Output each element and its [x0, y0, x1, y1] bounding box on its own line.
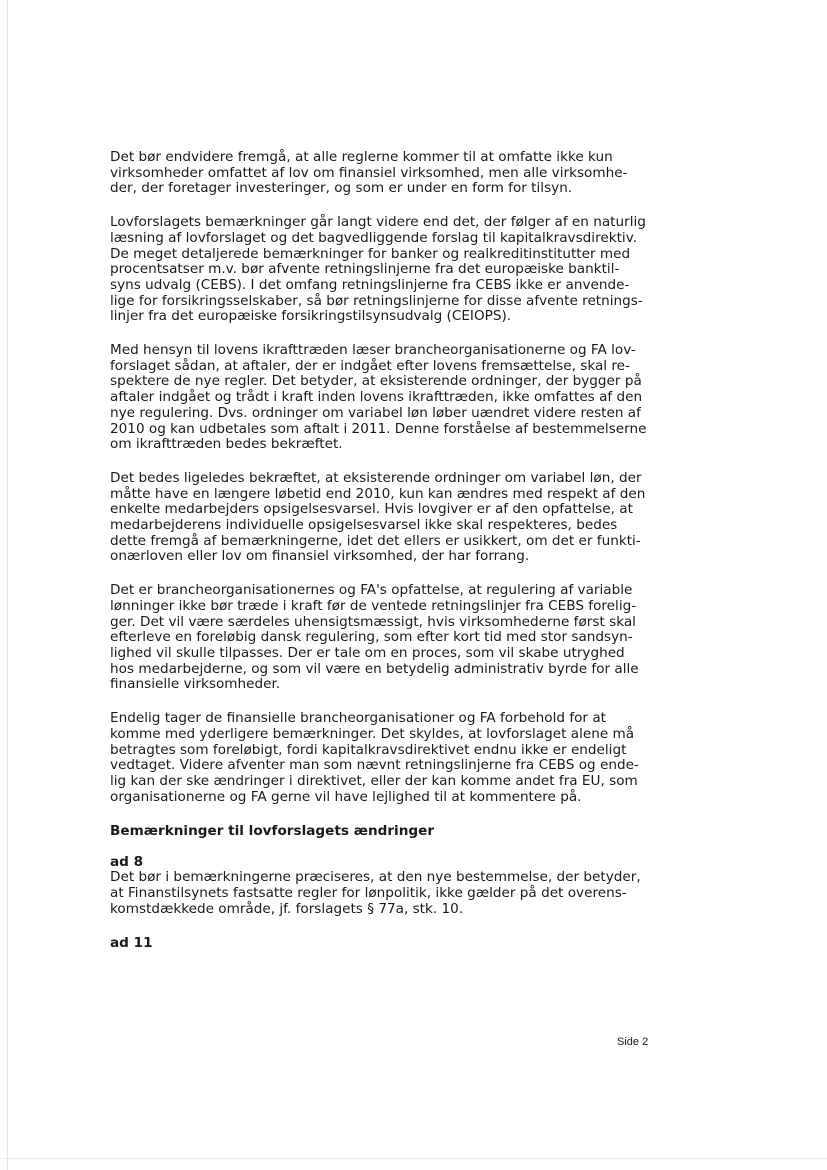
- text-line: komstdækkede område, jf. forslagets § 77a, stk. 10.: [110, 900, 464, 917]
- text-line: procentsatser m.v. bør afvente retningslinjerne fra det europæiske banktil-: [110, 261, 620, 278]
- text-line: Det bedes ligeledes bekræftet, at eksisterende ordninger om variabel løn, der: [110, 469, 642, 486]
- text-line: organisationerne og FA gerne vil have lejlighed til at kommentere på.: [110, 788, 582, 805]
- page-bottom-edge: [0, 1158, 827, 1159]
- text-line: lige for forsikringsselskaber, så bør retningslinjerne for disse afvente retnings-: [110, 292, 643, 309]
- section-heading: Bemærkninger til lovforslagets ændringer: [110, 823, 435, 840]
- text-line: lighed vil skulle tilpasses. Der er tale om en proces, som vil skabe utryghed: [110, 644, 625, 661]
- text-line: hos medarbejderne, og som vil være en betydelig administrativ byrde for alle: [110, 660, 639, 677]
- text-line: onærloven eller lov om finansiel virksomhed, der har forrang.: [110, 548, 530, 565]
- text-line: lønninger ikke bør træde i kraft før de ventede retningslinjer fra CEBS forelig-: [110, 597, 637, 614]
- page-number: Side 2: [617, 1036, 649, 1048]
- text-line: forslaget sådan, at aftaler, der er indgået efter lovens fremsættelse, skal re-: [110, 357, 630, 374]
- text-line: Med hensyn til lovens ikrafttræden læser brancheorganisationerne og FA lov-: [110, 342, 636, 359]
- text-line: medarbejderens individuelle opsigelsesvarsel ikke skal respekteres, bedes: [110, 517, 618, 534]
- paragraph-notice-period: [110, 471, 670, 565]
- text-line: Det er brancheorganisationernes og FA's opfattelse, at regulering af variable: [110, 582, 633, 599]
- text-line: enkelte medarbejders opsigelsesvarsel. Hvis lovgiver er af den opfattelse, at: [110, 501, 633, 518]
- text-line: vedtaget. Videre afventer man som nævnt retningslinjerne fra CEBS og ende-: [110, 757, 639, 774]
- text-line: ger. Det vil være særdeles uhensigtsmæssigt, hvis virksomhederne først skal: [110, 613, 636, 630]
- paragraph-remarks: [110, 215, 670, 325]
- page-left-edge: [7, 0, 8, 1170]
- text-line: 2010 og kan udbetales som aftalt i 2011. Denne forståelse af bestemmelserne: [110, 420, 647, 437]
- text-line: betragtes som foreløbigt, fordi kapitalkravsdirektivet endnu ikke er endeligt: [110, 741, 627, 758]
- paragraph-cebs-guidelines: [110, 583, 670, 693]
- text-line: syns udvalg (CEBS). I det omfang retningslinjerne fra CEBS ikke er anvende-: [110, 276, 630, 293]
- text-line: efterleve en foreløbig dansk regulering, som efter kort tid med stor sandsyn-: [110, 629, 633, 646]
- subheading-ad-11: ad 11: [110, 935, 153, 952]
- text-line: der, der foretager investeringer, og som er under en form for tilsyn.: [110, 180, 573, 197]
- paragraph-scope: [110, 150, 670, 197]
- paragraph-ad-8: [110, 870, 670, 917]
- text-line: Endelig tager de finansielle brancheorganisationer og FA forbehold for at: [110, 710, 606, 727]
- paragraph-reservation: [110, 711, 670, 805]
- paragraph-entry-into-force: [110, 343, 670, 453]
- text-line: De meget detaljerede bemærkninger for banker og realkreditinstitutter med: [110, 245, 631, 262]
- page-body: [110, 150, 670, 951]
- subheading-ad-8: ad 8: [110, 854, 144, 871]
- text-line: komme med yderligere bemærkninger. Det skyldes, at lovforslaget alene må: [110, 725, 635, 742]
- text-line: måtte have en længere løbetid end 2010, kun kan ændres med respekt af den: [110, 485, 646, 502]
- text-line: Det bør i bemærkningerne præciseres, at den nye bestemmelse, der betyder,: [110, 869, 641, 886]
- text-line: spektere de nye regler. Det betyder, at eksisterende ordninger, der bygger på: [110, 373, 642, 390]
- text-line: om ikrafttræden bedes bekræftet.: [110, 436, 343, 453]
- text-line: Lovforslagets bemærkninger går langt videre end det, der følger af en naturlig: [110, 214, 646, 231]
- text-line: nye regulering. Dvs. ordninger om variabel løn løber uændret videre resten af: [110, 404, 641, 421]
- text-line: virksomheder omfattet af lov om finansiel virksomhed, men alle virksomhe-: [110, 164, 628, 181]
- text-line: lig kan der ske ændringer i direktivet, eller der kan komme andet fra EU, som: [110, 772, 638, 789]
- text-line: dette fremgå af bemærkningerne, idet det ellers er usikkert, om det er funkti-: [110, 532, 641, 549]
- text-line: finansielle virksomheder.: [110, 676, 281, 693]
- text-line: aftaler indgået og trådt i kraft inden lovens ikrafttræden, ikke omfattes af den: [110, 389, 643, 406]
- text-line: læsning af lovforslaget og det bagvedliggende forslag til kapitalkravsdirektiv.: [110, 229, 638, 246]
- text-line: linjer fra det europæiske forsikringstilsynsudvalg (CEIOPS).: [110, 308, 512, 325]
- text-line: Det bør endvidere fremgå, at alle reglerne kommer til at omfatte ikke kun: [110, 149, 613, 165]
- text-line: at Finanstilsynets fastsatte regler for lønpolitik, ikke gælder på det overens-: [110, 885, 627, 902]
